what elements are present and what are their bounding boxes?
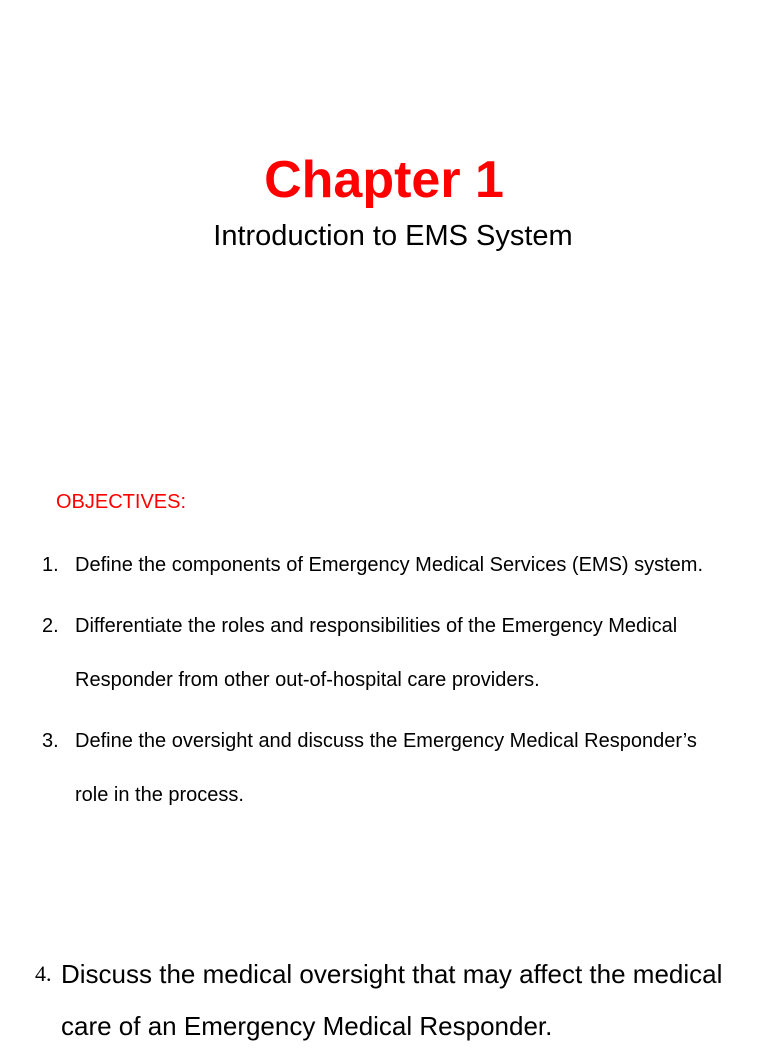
objective-item-4	[0, 948, 768, 1052]
page-title: Chapter 1	[264, 151, 504, 209]
objective-item-3	[0, 714, 768, 822]
objective-number: 4.	[35, 961, 52, 986]
objectives-heading: OBJECTIVES:	[56, 491, 187, 513]
objective-text: Define the oversight and discuss the Emergency Medical Responder’s role in the process.	[75, 730, 697, 806]
objective-number: 3.	[42, 730, 59, 752]
objective-text: Discuss the medical oversight that may affect the medical care of an Emergency Medical Responder.	[61, 959, 723, 1041]
objectives-list	[0, 538, 768, 829]
objective-item-1	[0, 538, 768, 592]
objective-number: 2.	[42, 615, 59, 637]
objective-item-2	[0, 599, 768, 707]
page-subtitle: Introduction to EMS System	[213, 220, 573, 252]
objective-text: Differentiate the roles and responsibilities of the Emergency Medical Responder from other out-of-hospital care providers.	[75, 615, 678, 691]
objective-text: Define the components of Emergency Medical Services (EMS) system.	[75, 554, 704, 576]
objective-number: 1.	[42, 554, 59, 576]
